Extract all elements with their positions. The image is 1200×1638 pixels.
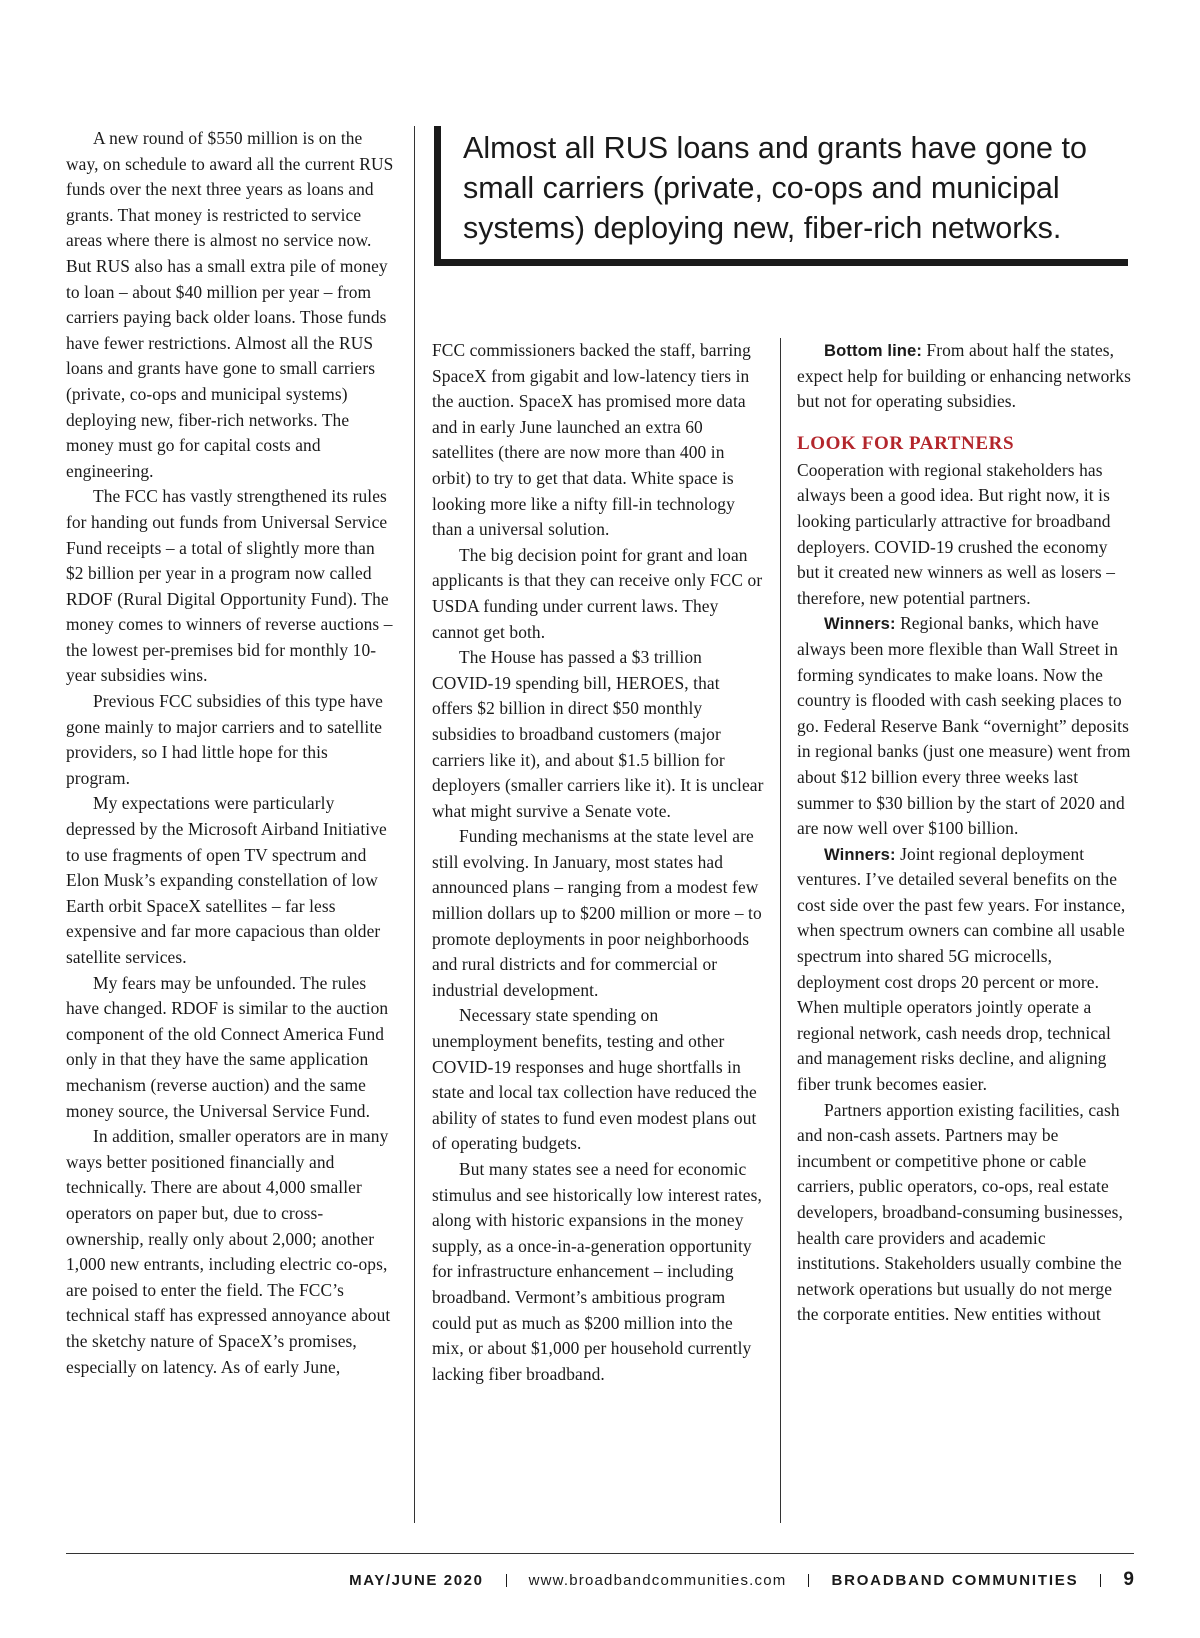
paragraph-bottom-line (797, 338, 1131, 415)
article-column-2 (432, 338, 764, 1387)
footer-separator (808, 1574, 809, 1587)
footer-rule (66, 1553, 1134, 1554)
lead-in: Winners: (824, 614, 896, 634)
paragraph: The big decision point for grant and loan applicants is that they can receive only FCC or USDA funding under current laws. They cannot get both. (432, 544, 763, 642)
pull-quote: Almost all RUS loans and grants have gone to small carriers (private, co-ops and municipal systems) deploying new, fiber-rich networks. (463, 131, 1087, 245)
paragraph: Funding mechanisms at the state level are still evolving. In January, most states had announced plans – ranging from a modest few million dollars up to $200 million or more – to promote deployments in poor neighborhoods and rural districts and for commercial or industrial development. (432, 826, 762, 1000)
paragraph-text: Joint regional deployment ventures. I’ve detailed several benefits on the cost side over the past few years. For instance, when spectrum owners can combine all usable spectrum into shared 5G microcells, deployment cost drops 20 percent or more. When multiple operators jointly operate a regional network, cash needs drop, technical and management risks decline, and aligning fiber trunk becomes easier. (797, 843, 1126, 1095)
pull-quote-box (434, 126, 1128, 266)
paragraph: Cooperation with regional stakeholders has always been a good idea. But right now, it is looking particularly attractive for broadband deployers. COVID-19 crushed the economy but it created new winners as well as losers – therefore, new potential partners. (797, 459, 1116, 608)
paragraph-winners-banks (797, 611, 1131, 841)
paragraph: My fears may be unfounded. The rules have changed. RDOF is similar to the auction component of the old Connect America Fund only in that they have the same application mechanism (reverse auction) and the same money source, the Universal Service Fund. (66, 972, 389, 1121)
paragraph: A new round of $550 million is on the way, on schedule to award all the current RUS funds over the next three years as loans and grants. That money is restricted to service areas where there is almost no service now. But RUS also has a small extra pile of money to loan – about $40 million per year – from carriers paying back older loans. Those funds have fewer restrictions. Almost all the RUS loans and grants have gone to small carriers (private, co-ops and municipal systems) deploying new, fiber-rich networks. The money must go for capital costs and engineering. (66, 128, 394, 481)
page-number: 9 (1123, 1569, 1134, 1590)
section-subhead: LOOK FOR PARTNERS (797, 432, 1015, 454)
issue-date: MAY/JUNE 2020 (349, 1571, 484, 1589)
paragraph: My expectations were particularly depressed by the Microsoft Airband Initiative to use fragments of open TV spectrum and Elon Musk’s expanding constellation of low Earth orbit SpaceX satellites – far less expensive and far more capacious than older satellite services. (66, 793, 387, 967)
paragraph: In addition, smaller operators are in many ways better positioned financially and technically. There are about 4,000 smaller operators on paper but, due to cross-ownership, really only about 2,000; another 1,000 new entrants, including electric co-ops, are poised to enter the field. The FCC’s technical staff has expressed annoyance about the sketchy nature of SpaceX’s promises, especially on latency. As of early June, (66, 1126, 391, 1377)
column-divider (414, 126, 415, 1523)
paragraph: The FCC has vastly strengthened its rules for handing out funds from Universal Service Fund receipts – a total of slightly more than $2 billion per year in a program now called RDOF (Rural Digital Opportunity Fund). The money comes to winners of reverse auctions – the lowest per-premises bid for monthly 10-year subsidies wins. (66, 486, 393, 686)
paragraph: FCC commissioners backed the staff, barring SpaceX from gigabit and low-latency tiers in the auction. SpaceX has promised more data and in early June launched an extra 60 satellites (there are now more than 400 in orbit) to try to get that data. White space is looking more like a nifty fill-in technology than a universal solution. (432, 340, 751, 540)
footer-separator (1100, 1574, 1101, 1587)
paragraph: Partners apportion existing facilities, cash and non-cash assets. Partners may be incumbent or competitive phone or cable carriers, public operators, co-ops, real estate developers, broadband-consuming businesses, health care providers and academic institutions. Stakeholders usually combine the network operations but usually do not merge the corporate entities. New entities without (797, 1099, 1123, 1325)
paragraph-winners-ventures (797, 842, 1131, 1098)
footer-separator (506, 1574, 507, 1587)
magazine-name: BROADBAND COMMUNITIES (831, 1571, 1079, 1589)
lead-in: Winners: (824, 844, 896, 864)
paragraph-text: From about half the states, expect help for building or enhancing networks but not for operating subsidies. (797, 340, 1131, 412)
lead-in: Bottom line: (824, 341, 922, 360)
page-footer (349, 1568, 1134, 1592)
website-link[interactable]: www.broadbandcommunities.com (528, 1571, 787, 1589)
column-divider (780, 338, 781, 1523)
paragraph: But many states see a need for economic stimulus and see historically low interest rates, along with historic expansions in the money supply, as a once-in-a-generation opportunity for infrastructure enhancement – including broadband. Vermont’s ambitious program could put as much as $200 million into the mix, or about $1,000 per household currently lacking fiber broadband. (432, 1159, 762, 1384)
article-column-1 (66, 126, 394, 1380)
paragraph-text: Regional banks, which have always been more flexible than Wall Street in forming syndicates to make loans. Now the country is flooded with cash seeking places to go. Federal Reserve Bank “overnight” deposits in regional banks (just one measure) went from about $12 billion every three weeks last summer to $30 billion by the start of 2020 and are now well over $100 billion. (797, 613, 1131, 839)
paragraph: Necessary state spending on unemployment benefits, testing and other COVID-19 responses and huge shortfalls in state and local tax collection have reduced the ability of states to fund even modest plans out of operating budgets. (432, 1005, 757, 1154)
article-column-3 (797, 338, 1131, 1328)
paragraph: Previous FCC subsidies of this type have gone mainly to major carriers and to satellite providers, so I had little hope for this program. (66, 691, 383, 788)
paragraph: The House has passed a $3 trillion COVID-19 spending bill, HEROES, that offers $2 billion in direct $50 monthly subsidies to broadband customers (major carriers like it), and about $1.5 billion for deployers (smaller carriers like it). It is unclear what might survive a Senate vote. (432, 647, 764, 821)
